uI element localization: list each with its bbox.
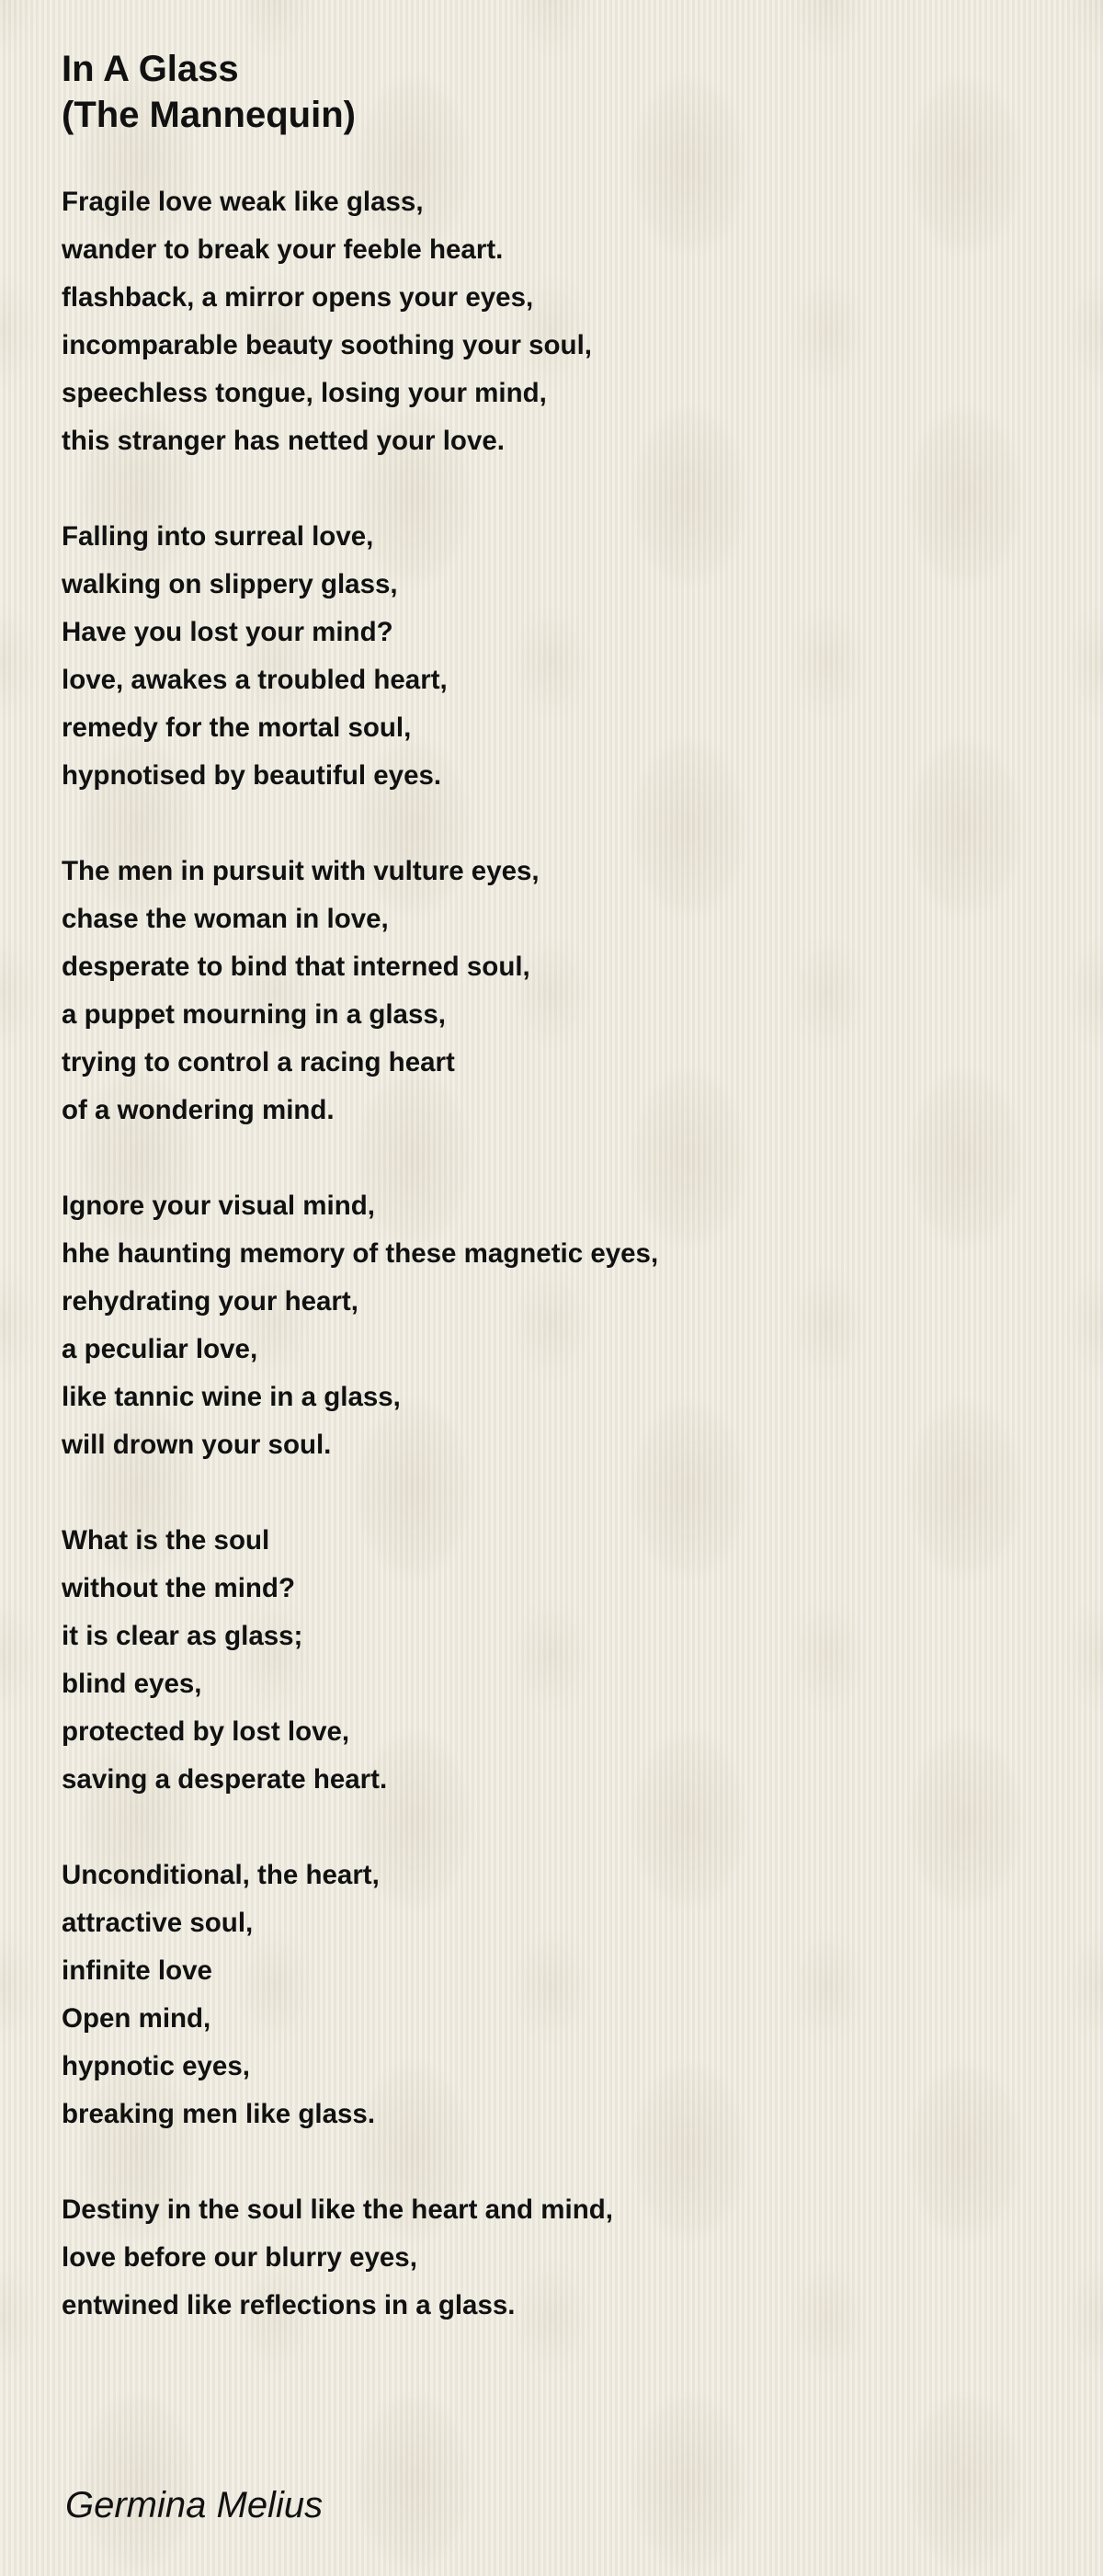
- poem-page: [62, 46, 1054, 2377]
- poem-line: wander to break your feeble heart.: [62, 234, 504, 265]
- poem-line: blind eyes,: [62, 1669, 202, 1699]
- poem-line: without the mind?: [62, 1573, 295, 1603]
- stanza-4: [62, 1182, 1054, 1469]
- poem-line: a peculiar love,: [62, 1334, 258, 1364]
- stanza-3: [62, 848, 1054, 1134]
- poem-title: [62, 46, 1054, 138]
- poem-line: incomparable beauty soothing your soul,: [62, 330, 592, 360]
- poem-line: hypnotised by beautiful eyes.: [62, 760, 442, 791]
- poem-line: attractive soul,: [62, 1908, 254, 1938]
- poem-line: walking on slippery glass,: [62, 569, 398, 599]
- stanza-2: [62, 513, 1054, 800]
- poem-line: Unconditional, the heart,: [62, 1860, 380, 1890]
- poem-line: rehydrating your heart,: [62, 1286, 358, 1316]
- poem-line: flashback, a mirror opens your eyes,: [62, 282, 534, 313]
- poem-line: entwined like reflections in a glass.: [62, 2290, 516, 2320]
- poem-line: What is the soul: [62, 1525, 270, 1556]
- stanza-1: [62, 178, 1054, 465]
- poem-line: hypnotic eyes,: [62, 2051, 250, 2081]
- poem-line: like tannic wine in a glass,: [62, 1382, 401, 1412]
- poem-body: [62, 178, 1054, 2330]
- poem-author: Germina Melius: [65, 2485, 324, 2525]
- poem-line: Open mind,: [62, 2003, 211, 2034]
- poem-line: breaking men like glass.: [62, 2099, 376, 2129]
- poem-line: Ignore your visual mind,: [62, 1191, 375, 1221]
- poem-line: The men in pursuit with vulture eyes,: [62, 856, 540, 886]
- poem-line: trying to control a racing heart: [62, 1047, 455, 1077]
- poem-line: Falling into surreal love,: [62, 521, 374, 552]
- poem-line: infinite love: [62, 1955, 212, 1986]
- poem-line: chase the woman in love,: [62, 904, 389, 934]
- poem-line: will drown your soul.: [62, 1430, 332, 1460]
- poem-line: love before our blurry eyes,: [62, 2242, 417, 2273]
- poem-line: love, awakes a troubled heart,: [62, 665, 448, 695]
- poem-line: saving a desperate heart.: [62, 1764, 388, 1795]
- stanza-7: [62, 2186, 1054, 2330]
- poem-line: remedy for the mortal soul,: [62, 712, 412, 743]
- poem-line: Destiny in the soul like the heart and mind,: [62, 2194, 613, 2225]
- poem-line: Have you lost your mind?: [62, 617, 393, 647]
- poem-line: of a wondering mind.: [62, 1095, 335, 1125]
- poem-line: Fragile love weak like glass,: [62, 187, 424, 217]
- poem-subtitle-line: (The Mannequin): [62, 95, 356, 135]
- poem-line: a puppet mourning in a glass,: [62, 999, 446, 1030]
- poem-line: it is clear as glass;: [62, 1621, 303, 1651]
- poem-line: desperate to bind that interned soul,: [62, 952, 530, 982]
- poem-line: this stranger has netted your love.: [62, 426, 505, 456]
- stanza-5: [62, 1517, 1054, 1804]
- poem-title-line: In A Glass: [62, 49, 239, 89]
- poem-line: speechless tongue, losing your mind,: [62, 378, 547, 408]
- stanza-6: [62, 1852, 1054, 2138]
- poem-line: protected by lost love,: [62, 1716, 350, 1747]
- poem-line: hhe haunting memory of these magnetic eyes,: [62, 1238, 659, 1269]
